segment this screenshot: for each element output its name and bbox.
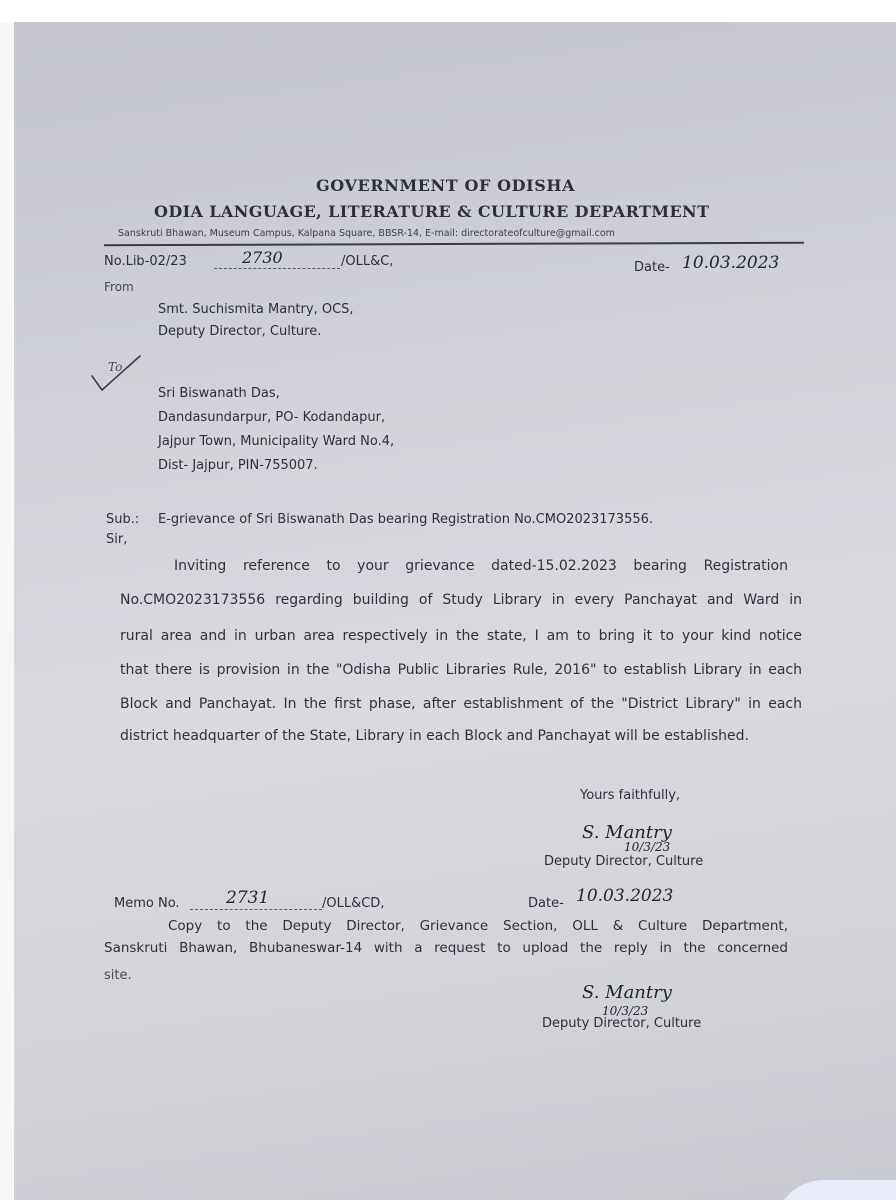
body-line-3: rural area and in urban area respectively in the state, I am to bring it to your kind notice bbox=[120, 628, 802, 644]
signature-1-designation: Deputy Director, Culture bbox=[544, 854, 704, 869]
viewer-top-bar bbox=[0, 0, 896, 22]
closing: Yours faithfully, bbox=[580, 788, 681, 803]
subject-text: E-grievance of Sri Biswanath Das bearing Registration No.CMO2023173556. bbox=[158, 512, 654, 527]
reference-date: 10.03.2023 bbox=[682, 253, 780, 273]
to-address-line-1: Sri Biswanath Das, bbox=[158, 386, 280, 401]
memo-date-label: Date- bbox=[528, 896, 564, 911]
salutation: Sir, bbox=[106, 532, 128, 547]
to-label: To bbox=[108, 360, 123, 374]
signature-2-date: 10/3/23 bbox=[602, 1004, 649, 1018]
memo-copy-line-2: Sanskruti Bhawan, Bhubaneswar-14 with a request to upload the reply in the concerned bbox=[104, 940, 788, 956]
body-line-4: that there is provision in the "Odisha Public Libraries Rule, 2016" to establish Library in each bbox=[120, 662, 802, 678]
memo-number: 2731 bbox=[226, 888, 270, 908]
paper-corner bbox=[774, 1180, 896, 1200]
letterhead-address: Sanskruti Bhawan, Museum Campus, Kalpana Square, BBSR-14, E-mail: directorateofculture@gmail.com bbox=[118, 228, 615, 239]
reference-number: 2730 bbox=[242, 248, 283, 267]
body-line-1: Inviting reference to your grievance dated-15.02.2023 bearing Registration bbox=[174, 558, 788, 574]
memo-copy-line-1: Copy to the Deputy Director, Grievance Section, OLL & Culture Department, bbox=[168, 918, 788, 934]
reference-suffix: /OLL&C, bbox=[341, 254, 394, 269]
body-line-5: Block and Panchayat. In the first phase, after establishment of the "District Library" in each bbox=[120, 696, 802, 712]
memo-number-underline bbox=[190, 909, 322, 910]
signature-1: S. Mantry bbox=[582, 822, 672, 843]
memo-date: 10.03.2023 bbox=[576, 886, 674, 906]
signature-2: S. Mantry bbox=[582, 982, 672, 1003]
from-name: Smt. Suchismita Mantry, OCS, bbox=[158, 302, 354, 317]
reference-number-underline bbox=[214, 268, 340, 269]
body-line-2: No.CMO2023173556 regarding building of Study Library in every Panchayat and Ward in bbox=[120, 592, 802, 608]
from-designation: Deputy Director, Culture. bbox=[158, 324, 322, 339]
to-address-line-4: Dist- Jajpur, PIN-755007. bbox=[158, 458, 318, 473]
letter-document bbox=[14, 22, 896, 1200]
signature-2-designation: Deputy Director, Culture bbox=[542, 1016, 702, 1031]
subject-label: Sub.: bbox=[106, 512, 140, 527]
reference-prefix: No.Lib-02/23 bbox=[104, 254, 187, 269]
letterhead-department: ODIA LANGUAGE, LITERATURE & CULTURE DEPARTMENT bbox=[154, 202, 710, 221]
viewer-left-margin bbox=[0, 22, 14, 1200]
reference-date-label: Date- bbox=[634, 260, 670, 275]
memo-label: Memo No. bbox=[114, 896, 180, 911]
letterhead-rule bbox=[104, 242, 804, 246]
memo-suffix: /OLL&CD, bbox=[322, 896, 385, 911]
to-address-line-3: Jajpur Town, Municipality Ward No.4, bbox=[158, 434, 395, 449]
letterhead-government: GOVERNMENT OF ODISHA bbox=[316, 176, 576, 195]
memo-copy-line-3: site. bbox=[104, 968, 132, 983]
signature-1-date: 10/3/23 bbox=[624, 840, 671, 854]
body-line-6: district headquarter of the State, Library in each Block and Panchayat will be established. bbox=[120, 728, 749, 744]
to-address-line-2: Dandasundarpur, PO- Kodandapur, bbox=[158, 410, 386, 425]
from-label: From bbox=[104, 280, 134, 294]
